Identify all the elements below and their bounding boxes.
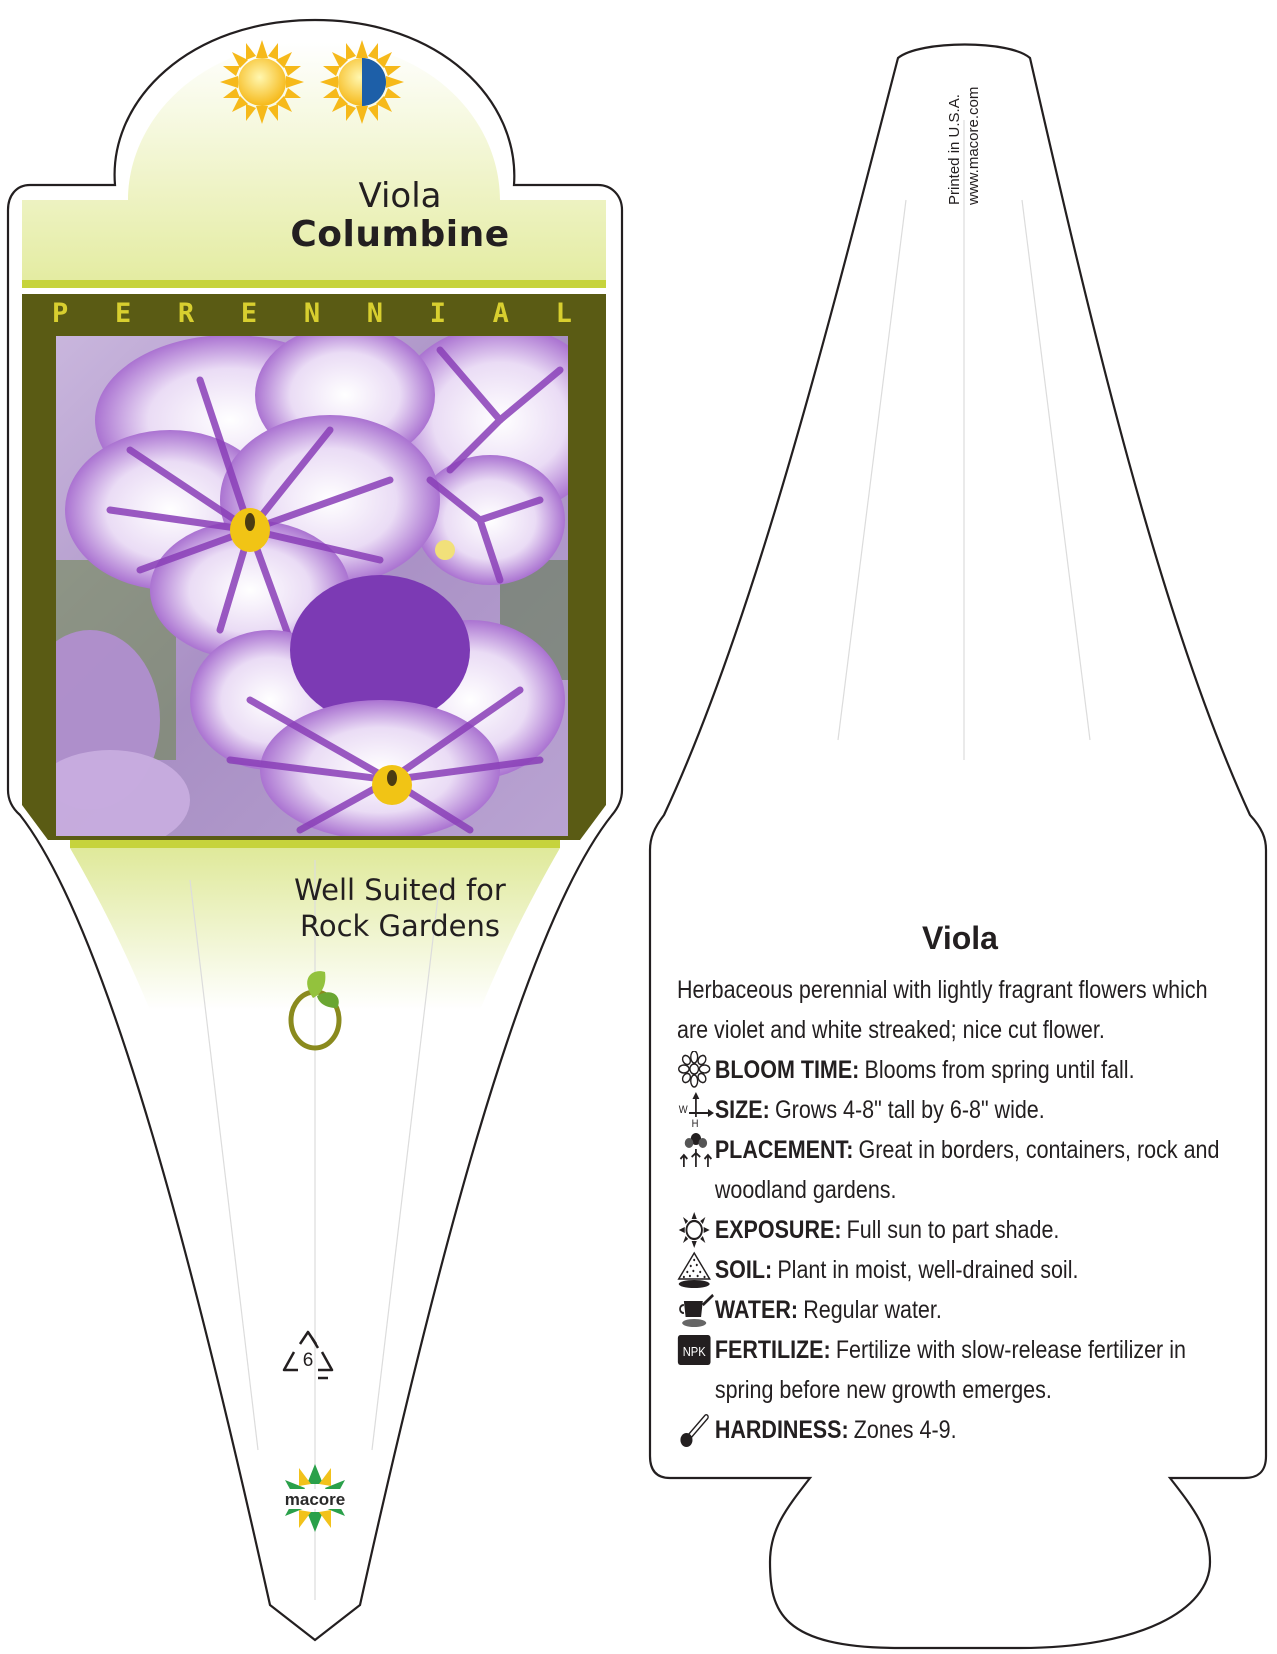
website: www.macore.com [965,86,982,205]
detail-placement [677,1130,1236,1210]
detail-exposure [677,1210,1236,1250]
detail-label: WATER: [714,1296,799,1324]
detail-size [677,1090,1236,1130]
category-letter: A [492,298,509,329]
size-w-label: W [678,1104,688,1117]
care-info [677,970,1236,1450]
detail-label: BLOOM TIME: [714,1056,860,1084]
detail-label: SOIL: [714,1256,773,1284]
genus-title: Viola [358,176,442,216]
detail-text: Regular water. [803,1296,942,1324]
npk-label: NPK [682,1344,706,1360]
tagline-line-1: Well Suited for [294,873,506,907]
detail-text: Grows 4-8" tall by 6-8" wide. [774,1096,1045,1124]
detail-label: EXPOSURE: [714,1216,842,1244]
category-letter: N [303,298,321,329]
detail-fertilize [677,1330,1236,1410]
brand-name: macore [284,1490,346,1509]
soil-icon [677,1251,715,1289]
thermometer-icon [677,1411,715,1449]
recycle-number: 6 [302,1350,314,1371]
full-sun-icon [220,40,304,124]
sun-outline-icon [677,1211,715,1249]
back-title: Viola [922,920,998,956]
category-letter: N [366,298,384,329]
detail-label: HARDINESS: [714,1416,849,1444]
flower-icon [677,1051,715,1089]
detail-text: Blooms from spring until fall. [864,1056,1135,1084]
tagline-line-2: Rock Gardens [300,909,500,943]
printer-info [946,50,980,230]
detail-label: FERTILIZE: [714,1336,831,1364]
category-letter: L [555,298,572,329]
detail-text: Full sun to part shade. [846,1216,1060,1244]
detail-text: Plant in moist, well-drained soil. [777,1256,1079,1284]
category-letter: I [429,298,446,329]
detail-bloom-time [677,1050,1236,1090]
detail-text: Great in borders, containers, rock and woodland gardens. [714,1136,1220,1204]
detail-hardiness [677,1410,1236,1450]
detail-label: SIZE: [714,1096,770,1124]
printed-in-usa: Printed in U.S.A. [946,94,963,205]
watering-can-icon [677,1291,715,1329]
size-h-label: H [691,1118,699,1129]
plants-icon [677,1131,715,1169]
category-banner [52,298,572,332]
tagline [150,872,650,944]
size-arrows-icon [677,1091,715,1129]
detail-label: PLACEMENT: [714,1136,854,1164]
detail-text: Fertilize with slow-release fertilizer in spring before new growth emerges. [714,1336,1186,1404]
npk-icon [677,1331,715,1369]
part-shade-icon [320,40,404,124]
category-letter: E [114,298,132,329]
description: Herbaceous perennial with lightly fragrant flowers which are violet and white streaked; nice cut flower. [677,976,1208,1044]
category-letter: R [177,298,195,329]
category-letter: P [52,298,69,329]
variety-title: Columbine [290,214,510,255]
detail-text: Zones 4-9. [853,1416,957,1444]
detail-soil [677,1250,1236,1290]
flower-photo [20,325,610,850]
category-letter: E [240,298,258,329]
detail-water [677,1290,1236,1330]
